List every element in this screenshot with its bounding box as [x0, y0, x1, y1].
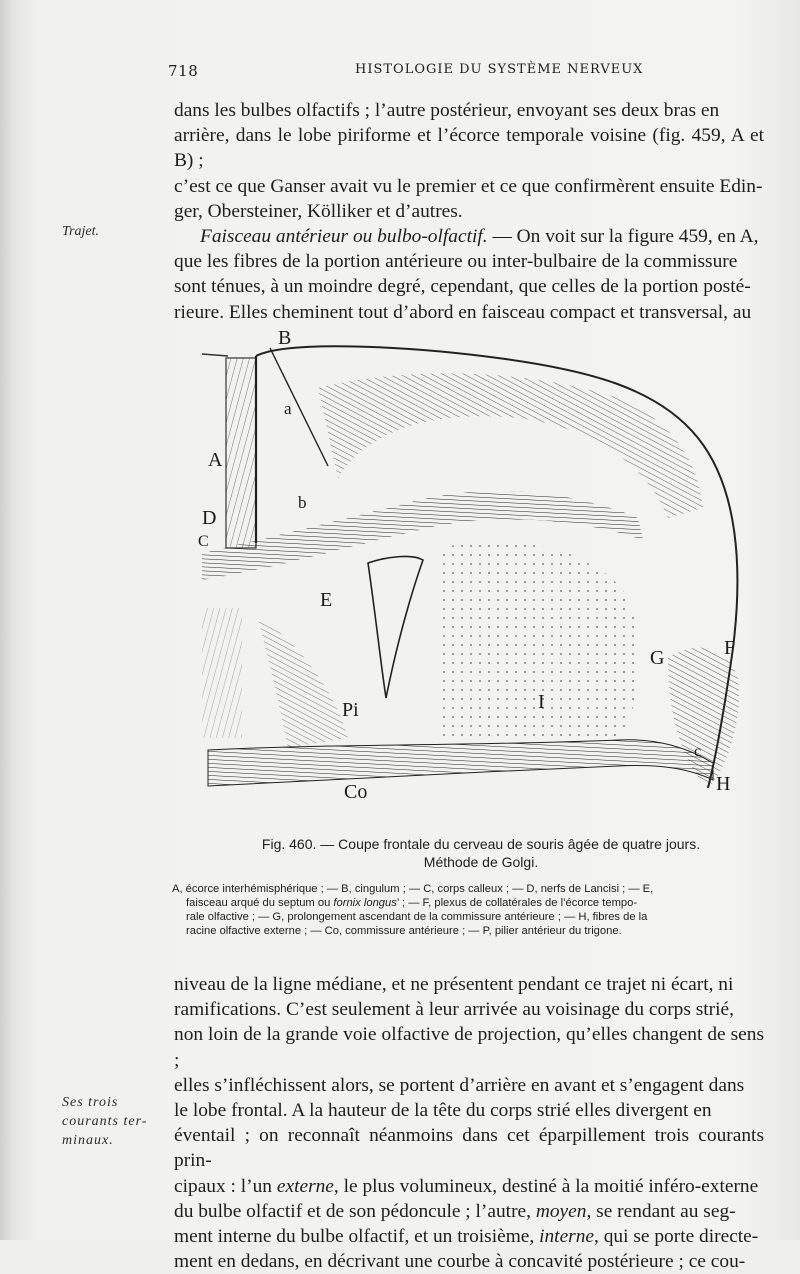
legend-line — [172, 896, 752, 910]
label-c: c — [694, 743, 702, 760]
golgi-section-drawing — [198, 318, 746, 830]
text-line: niveau de la ligne médiane, et ne présentent pendant ce trajet ni écart, ni — [174, 974, 734, 995]
label-C: C — [198, 533, 209, 550]
text-line — [174, 1199, 764, 1224]
bottom-paragraph — [174, 972, 764, 1274]
sidenote-trajet — [62, 222, 99, 241]
legend-fragment: faisceau arqué du septum ou — [186, 897, 334, 909]
legend-line: A, écorce interhémisphérique ; — B, cingulum ; — C, corps calleux ; — D, nerfs de Lancisi ; — E, — [172, 883, 654, 895]
text-line: le lobe frontal. A la hauteur de la tête du corps strié elles divergent en — [174, 1100, 712, 1122]
anterior-commissure — [208, 740, 713, 786]
text-line: non loin de la grande voie olfactive de projection, qu’elles changent de sens ; — [174, 1024, 764, 1071]
figure-caption-title — [226, 835, 736, 871]
label-H: H — [716, 773, 731, 795]
text-line: dans les bulbes olfactifs ; l’autre postérieur, envoyant ses deux bras en — [174, 100, 720, 121]
text-fragment: , se rendant au seg- — [586, 1200, 736, 1222]
text-fragment: , le plus volumineux, destiné à la moitié inféro-externe — [333, 1175, 759, 1197]
text-fragment: externe — [276, 1175, 334, 1197]
text-line: sont ténues, à un moindre degré, cependant, que celles de la portion posté- — [174, 276, 751, 298]
top-paragraph — [174, 98, 764, 325]
label-Co: Co — [344, 781, 368, 803]
text-line: éventail ; on reconnaît néanmoins dans cet éparpillement trois courants prin- — [174, 1125, 764, 1172]
running-header — [0, 58, 800, 82]
sidenote-line: minaux. — [62, 1133, 114, 1148]
text-fragment: ment interne du bulbe olfactif, et un troisième, — [174, 1226, 540, 1248]
surface-line — [202, 354, 228, 356]
legend-line: racine olfactive externe ; — Co, commissure antérieure ; — P, pilier antérieur du trigone. — [186, 925, 622, 937]
cingulum — [270, 348, 328, 466]
page-number: 718 — [168, 62, 199, 80]
text-fragment: , qui se porte directe- — [594, 1226, 759, 1248]
text-fragment: moyen — [535, 1200, 587, 1222]
caption-title-line: Fig. 460. — Coupe frontale du cerveau de souris âgée de quatre jours. — [261, 836, 701, 852]
interhemispheric-cortex — [226, 358, 256, 548]
text-fragment: interne — [539, 1226, 595, 1248]
septum-hatch — [202, 608, 242, 738]
running-title: HISTOLOGIE DU SYSTÈME NERVEUX — [355, 62, 644, 77]
sidenote-line: courants ter- — [62, 1114, 148, 1129]
label-I: I — [538, 691, 545, 713]
label-D: D — [202, 507, 217, 529]
text-line: rieure. Elles cheminent tout d’abord en faisceau compact et transversal, au — [174, 301, 752, 323]
legend-fragment: ’ ; — F, plexus de collatérales de l’écorce tempo- — [396, 897, 638, 909]
label-F: F — [724, 637, 736, 659]
figure-legend — [172, 882, 752, 938]
label-G: G — [650, 647, 665, 669]
label-a: a — [284, 399, 292, 418]
label-A: A — [208, 449, 223, 471]
section-title: Faisceau antérieur ou bulbo-olfactif. — [200, 226, 488, 248]
label-b: b — [298, 493, 307, 512]
text-line: ment en dedans, en décrivant une courbe à concavité postérieure ; ce cou- — [174, 1251, 746, 1273]
legend-line: rale olfactive ; — G, prolongement ascendant de la commissure antérieure ; — H, fibres de la — [186, 911, 648, 923]
text-line — [174, 224, 764, 249]
septum-wedge — [368, 556, 423, 698]
text-line: c’est ce que Ganser avait vu le premier et ce que confirmèrent ensuite Edin- — [174, 175, 763, 197]
figure-460 — [198, 318, 746, 830]
label-E: E — [320, 589, 333, 611]
label-B: B — [278, 327, 292, 349]
sidenote-line: Ses trois — [62, 1095, 119, 1110]
text-line: ger, Obersteiner, Kölliker et d’autres. — [174, 200, 463, 222]
sidenote-trois-courants — [62, 1093, 147, 1150]
text-line — [174, 1224, 764, 1249]
text-line: elles s’infléchissent alors, se portent d’arrière en avant et s’engagent dans — [174, 1074, 745, 1096]
text-line: arrière, dans le lobe piriforme et l’écorce temporale voisine (fig. 459, A et B) ; — [174, 125, 764, 172]
text-fragment: — On voit sur la figure 459, en A, — [487, 226, 759, 248]
legend-fragment: fornix longus — [333, 897, 397, 909]
text-fragment: du bulbe olfactif et de son pédoncule ; l’autre, — [174, 1200, 536, 1222]
text-line — [174, 1174, 764, 1199]
text-fragment: cipaux : l’un — [174, 1175, 277, 1197]
text-line: ramifications. C’est seulement à leur arrivée au voisinage du corps strié, — [174, 999, 734, 1021]
caption-title-line: Méthode de Golgi. — [423, 854, 539, 870]
label-Pi: Pi — [342, 699, 359, 721]
sidenote-trajet-text: Trajet. — [62, 224, 99, 239]
fornix-pillar — [258, 618, 348, 748]
text-line: que les fibres de la portion antérieure ou inter-bulbaire de la commissure — [174, 251, 738, 273]
